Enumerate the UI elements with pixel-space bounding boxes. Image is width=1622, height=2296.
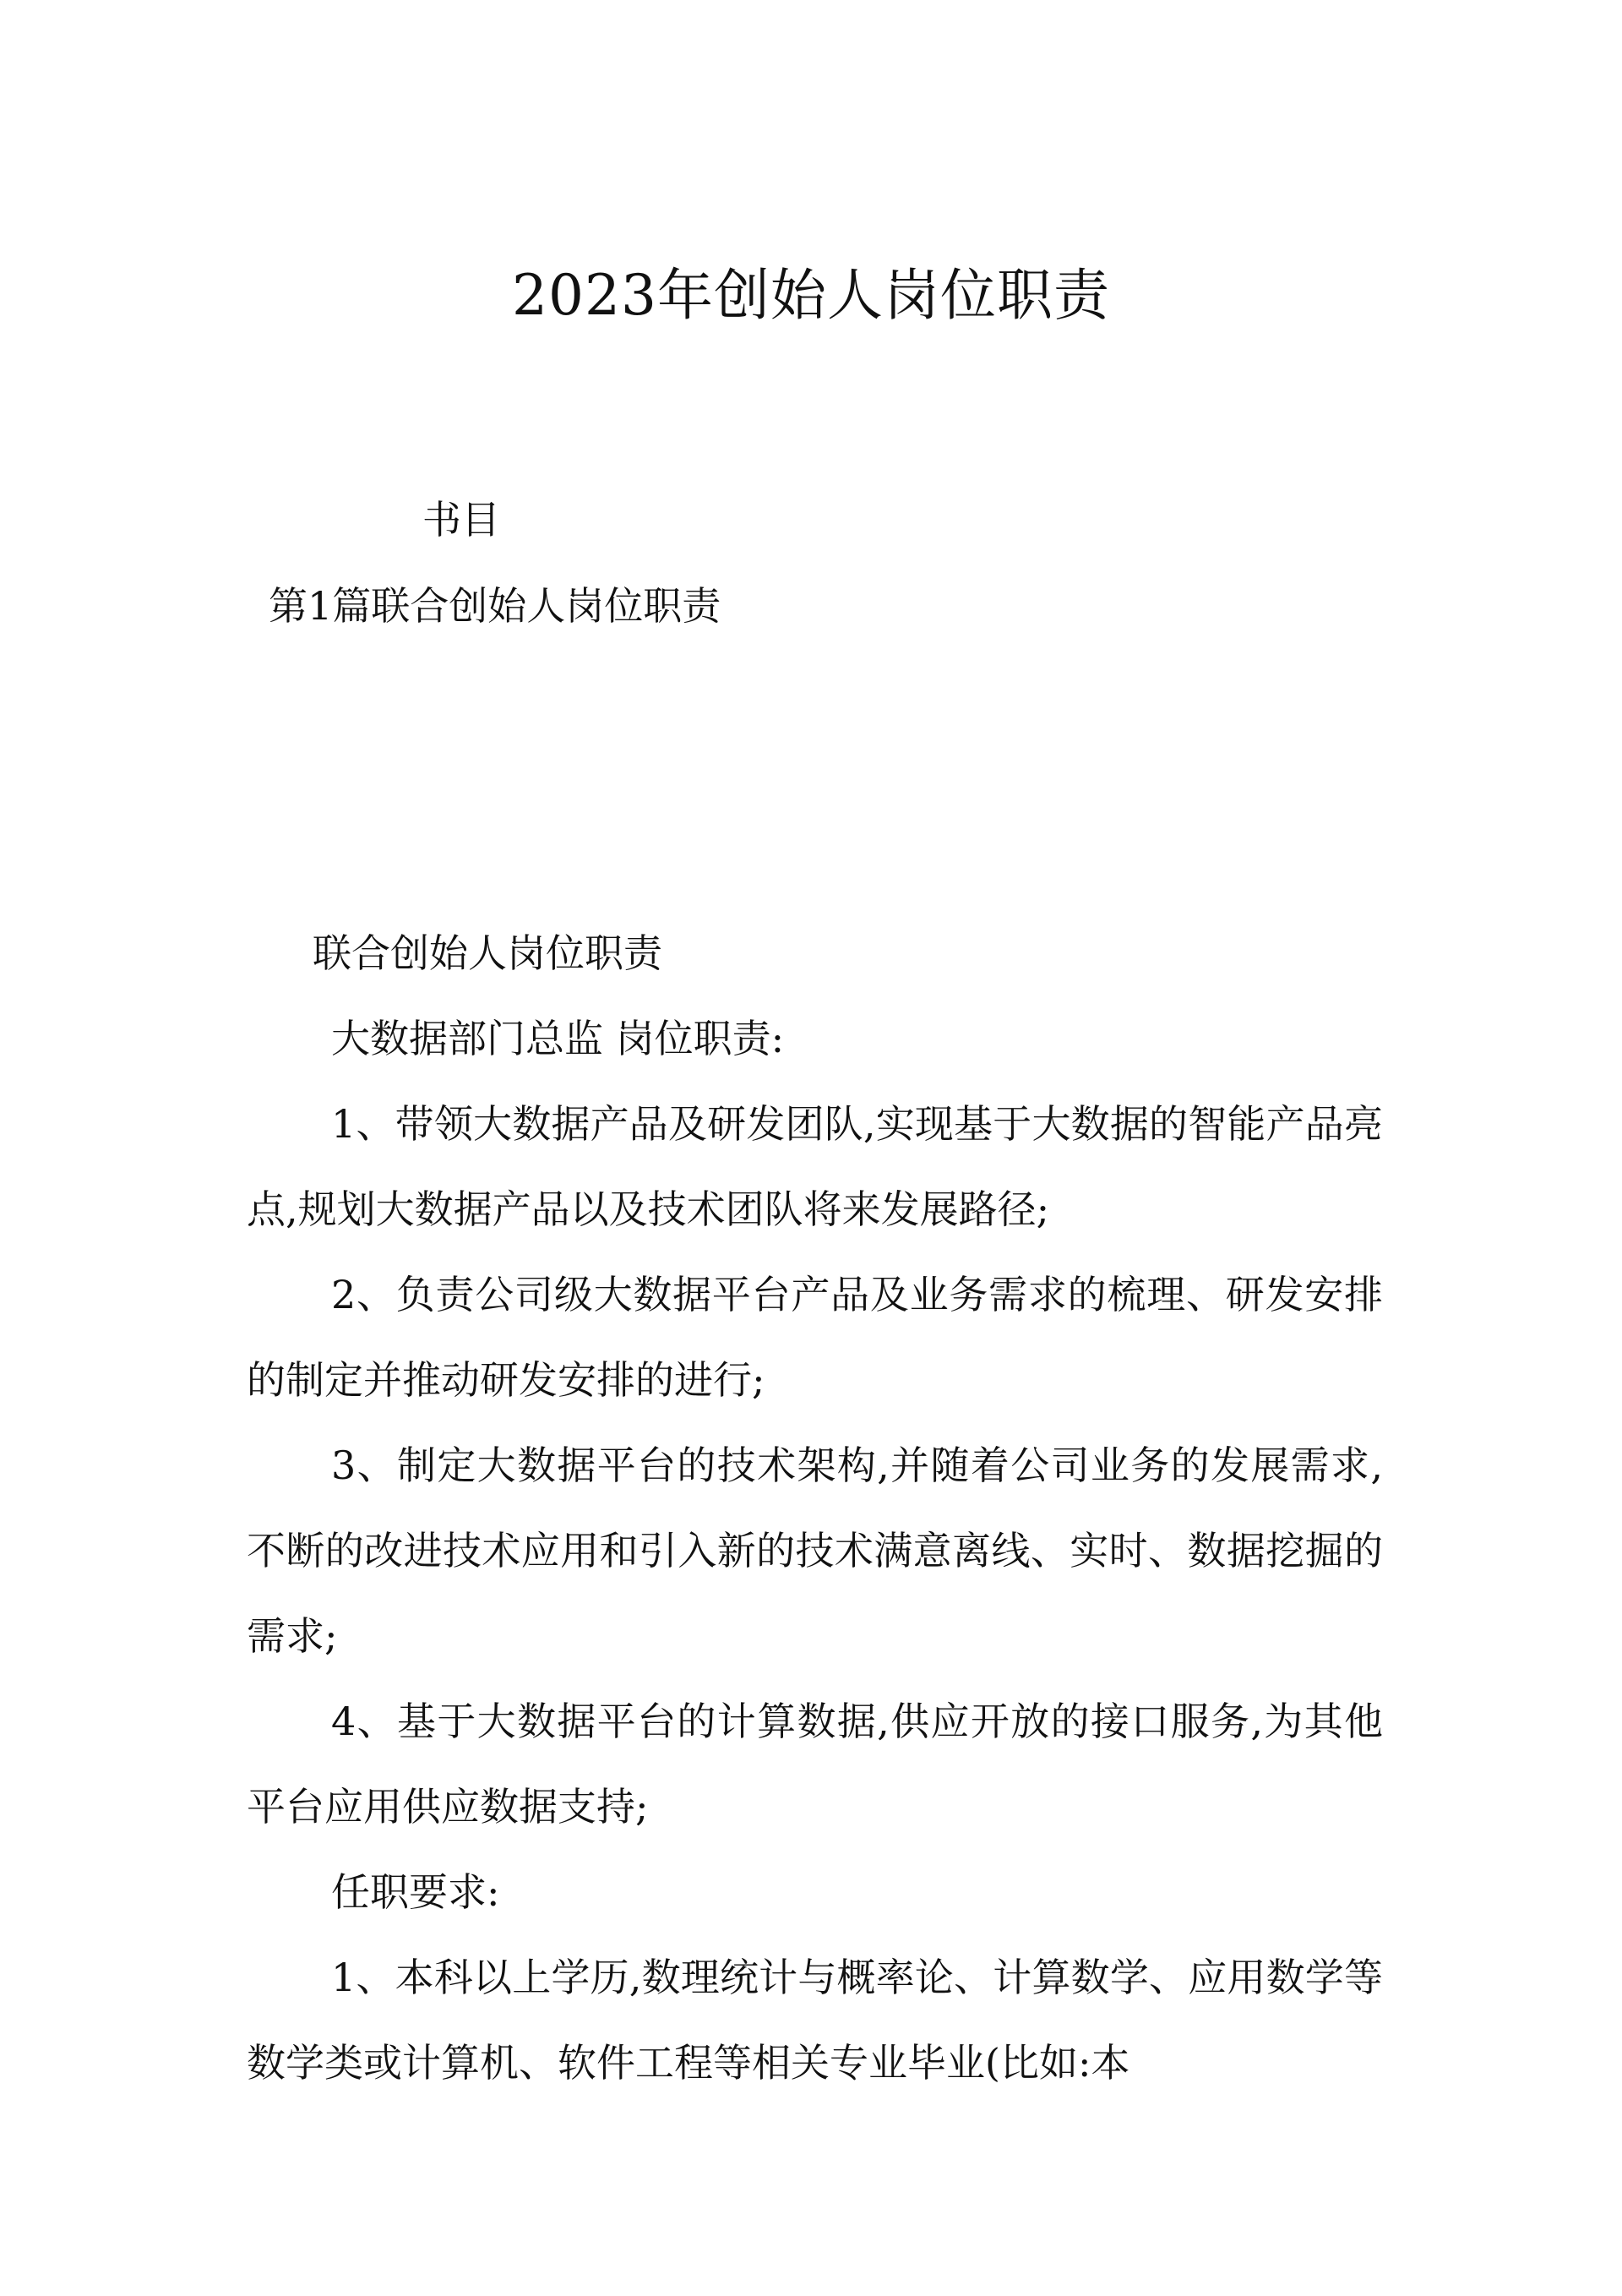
paragraph: 1、带领大数据产品及研发团队,实现基于大数据的智能产品亮点,规划大数据产品以及技术团队将来发展路径; (247, 1101, 1383, 1232)
paragraph: 3、制定大数据平台的技术架构,并随着公司业务的发展需求,不断的改进技术应用和引入新的技术满意离线、实时、数据挖掘的需求; (247, 1442, 1383, 1659)
paragraph: 任职要求: (331, 1869, 500, 1915)
paragraph: 2、负责公司级大数据平台产品及业务需求的梳理、研发安排的制定并推动研发安排的进行; (247, 1272, 1383, 1403)
paragraph: 1、本科以上学历,数理统计与概率论、计算数学、应用数学等数学类或计算机、软件工程等相关专业毕业(比如:本 (247, 1955, 1383, 2086)
document-body (247, 911, 1383, 2106)
section-title: 联合创始人岗位职责 (313, 930, 662, 976)
paragraph: 大数据部门总监 岗位职责: (331, 1016, 785, 1061)
document-title: 2023年创始人岗位职责 (512, 263, 1110, 328)
paragraph: 4、基于大数据平台的计算数据,供应开放的接口服务,为其他平台应用供应数据支持; (247, 1699, 1383, 1830)
toc-heading: 书目 (422, 497, 500, 543)
toc-item-1: 第1篇联合创始人岗位职责 (269, 583, 721, 629)
